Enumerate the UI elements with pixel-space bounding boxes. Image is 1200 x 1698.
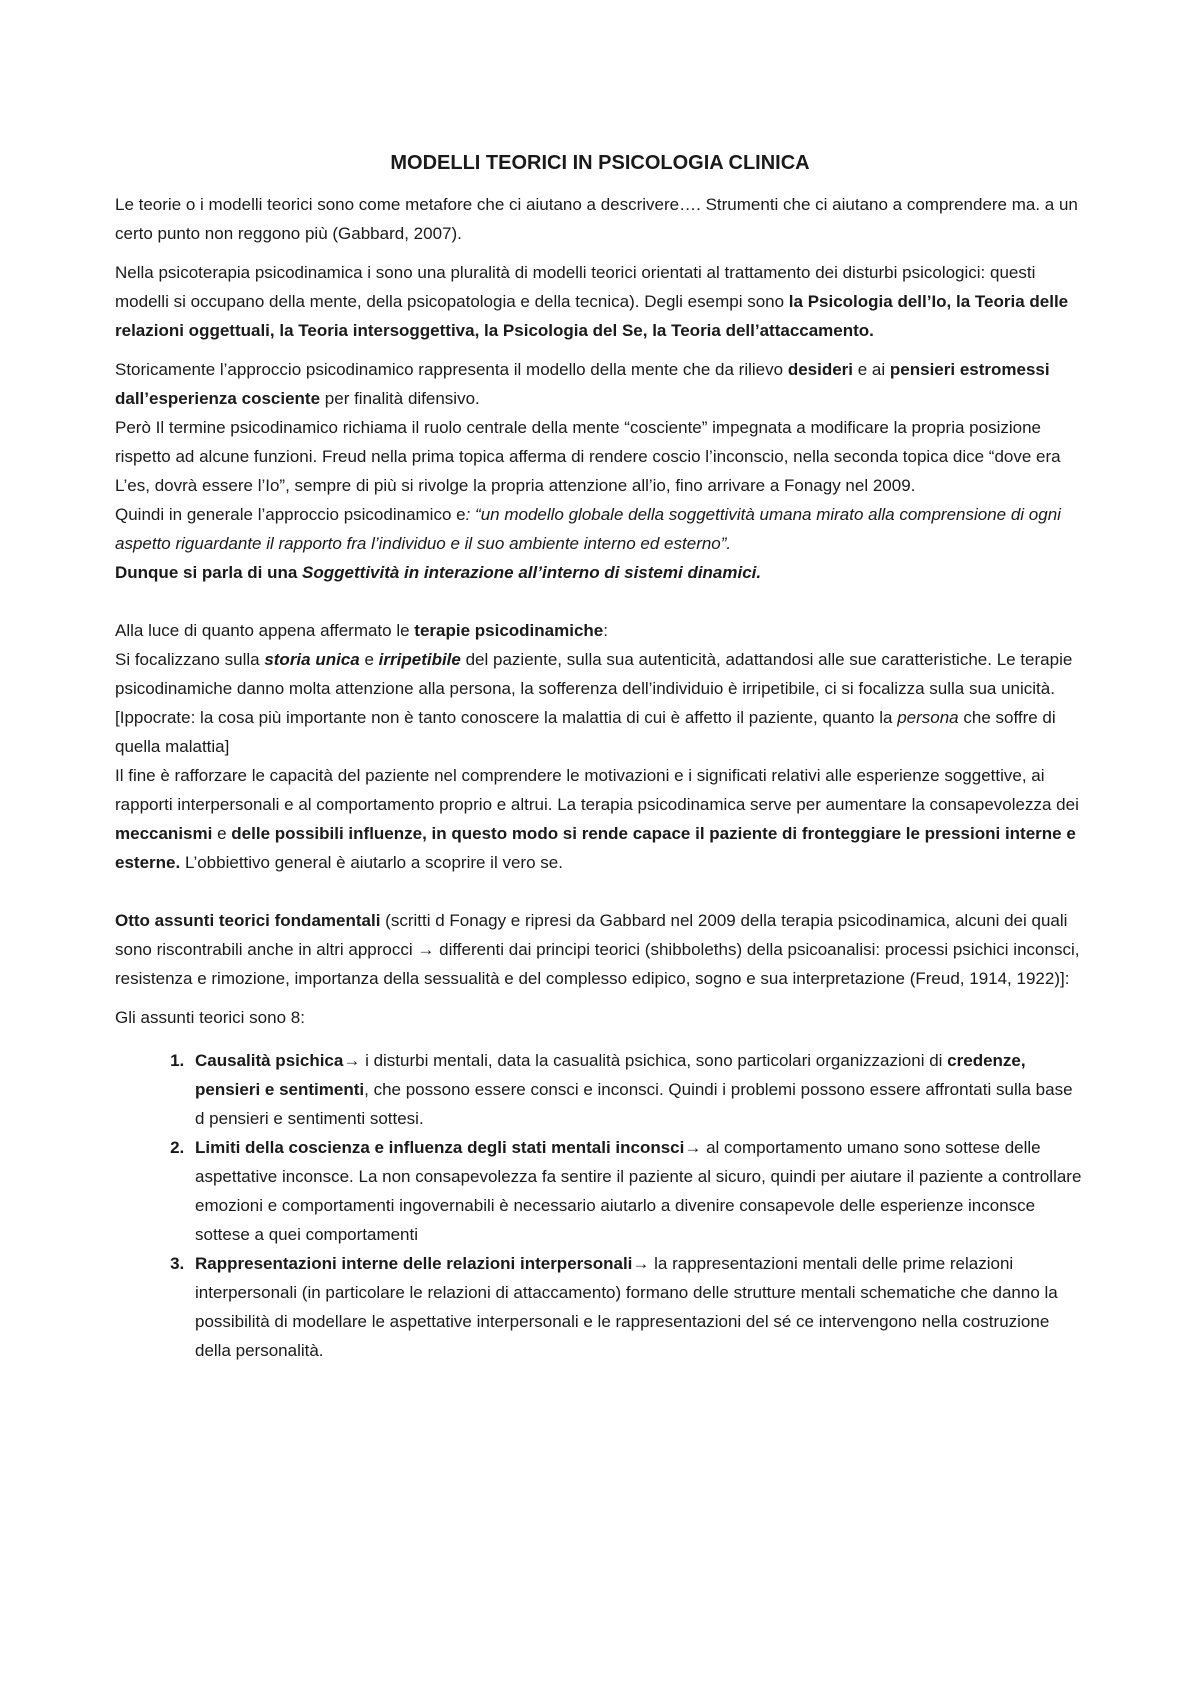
- historic-paragraph-1: [115, 355, 1085, 413]
- psychotherapy-paragraph: [115, 258, 1085, 345]
- therapies-text: Il fine è rafforzare le capacità del paziente nel comprendere le motivazioni e i significati relativi alle esperienze soggettive, ai rapporti interpersonali e al comportamento proprio e altrui. La terapia psicodinamica serve per aumentare la consapevolezza dei: [115, 766, 1079, 814]
- list-item-text: , che possono essere consci e inconsci. Quindi i problemi possono essere affrontati sulla base d pensieri e sentimenti sottesi.: [195, 1080, 1073, 1128]
- psychotherapy-text: Nella psicoterapia psicodinamica i sono una pluralità di modelli teorici orientati al trattamento dei disturbi psicologici: questi modelli si occupano della mente, della psicopatologia e della tecnica). Degli esempi sono: [115, 263, 1036, 311]
- therapies-bold: delle possibili influenze, in questo modo si rende capace il paziente di fronteggiare le pressioni interne e esterne.: [115, 824, 1076, 872]
- therapies-italic: persona: [897, 708, 959, 727]
- historic-paragraph-3: [115, 500, 1085, 558]
- list-item-text: i disturbi mentali, data la casualità psichica, sono particolari organizzazioni di: [365, 1051, 943, 1070]
- therapies-aim: [115, 761, 1085, 877]
- list-item: [189, 1249, 1085, 1365]
- therapies-intro: [115, 616, 1085, 645]
- therapies-text: del paziente, sulla sua autenticità, adattandosi alle sue caratteristiche. Le terapie psicodinamiche danno molta attenzione alla persona, la sofferenza dell’individuio è irripetibile, ci si focalizza sulla sua unicità.: [115, 650, 1073, 698]
- arrow-right-icon: →: [343, 1051, 361, 1070]
- arrow-right-icon: →: [417, 940, 435, 959]
- list-item-heading: Causalità psichica: [195, 1051, 344, 1070]
- assumptions-list: [115, 1046, 1085, 1365]
- historic-quote: : “un modello globale della soggettività umana mirato alla comprensione di ogni aspetto riguardante il rapporto fra l’individuo e il suo ambiente interno ed esterno”.: [115, 505, 1061, 553]
- intro-paragraph: Le teorie o i modelli teorici sono come metafore che ci aiutano a descrivere…. Strumenti che ci aiutano a comprendere ma. a un certo punto non reggono più (Gabbard, 2007).: [115, 195, 1078, 243]
- therapies-text: e: [217, 824, 227, 843]
- therapies-text: L’obbiettivo general è aiutarlo a scoprire il vero se.: [184, 853, 563, 872]
- therapies-text: Si focalizzano sulla: [115, 650, 260, 669]
- list-item-text: la rappresentazioni mentali delle prime relazioni interpersonali (in particolare le relazioni di attaccamento) formano delle strutture mentali schematiche che danno la possibilità di modellare le aspettative interpersonali e le rappresentazioni del sé ce intervengono nella costruzione della personalità.: [195, 1254, 1058, 1360]
- historic-paragraph-2: Però Il termine psicodinamico richiama il ruolo centrale della mente “cosciente” impegnata a modificare la propria posizione rispetto ad alcune funzioni. Freud nella prima topica afferma di rendere coscio l’inconscio, nella seconda topica dice “dove era L’es, dovrà essere l’Io”, sempre di più si rivolge la propria attenzione all’io, fino arrivare a Fonagy nel 2009.: [115, 418, 1061, 495]
- hippocrates-quote: [115, 703, 1085, 761]
- assumptions-bold: Otto assunti teorici fondamentali: [115, 911, 381, 930]
- list-item-text: al comportamento umano sono sottese delle aspettative inconsce. La non consapevolezza fa sentire il paziente al sicuro, quindi per aiutare il paziente a controllare emozioni e comportamenti ingovernabili è necessario aiutarlo a divenire consapevole delle esperienze inconsce sottese a quei comportamenti: [195, 1138, 1082, 1244]
- section-spacer: [115, 877, 1085, 906]
- arrow-right-icon: →: [632, 1254, 650, 1273]
- therapies-text: che soffre di quella malattia]: [115, 708, 1056, 756]
- therapies-text: e: [364, 650, 374, 669]
- document-content: [115, 148, 1085, 1365]
- section-spacer: [115, 587, 1085, 616]
- therapies-text: Alla luce di quanto appena affermato le: [115, 621, 410, 640]
- historic-bold-text: Dunque si parla di una: [115, 563, 298, 582]
- therapies-text: :: [603, 621, 608, 640]
- therapies-bold: meccanismi: [115, 824, 213, 843]
- list-item-bold: credenze, pensieri e sentimenti: [195, 1051, 1026, 1099]
- historic-text: Quindi in generale l’approccio psicodinamico e: [115, 505, 466, 524]
- assumptions-intro: [115, 906, 1085, 993]
- page-title: MODELLI TEORICI IN PSICOLOGIA CLINICA: [390, 152, 810, 174]
- historic-text: per finalità difensivo.: [324, 389, 480, 408]
- historic-paragraph-4: [115, 558, 1085, 587]
- therapies-text: [Ippocrate: la cosa più importante non è tanto conoscere la malattia di cui è affetto il paziente, quanto la: [115, 708, 893, 727]
- arrow-right-icon: →: [684, 1138, 702, 1157]
- historic-bold-desideri: desideri: [787, 360, 854, 379]
- therapies-bold-italic: irripetibile: [378, 650, 461, 669]
- assumptions-list-intro: Gli assunti teorici sono 8:: [115, 1008, 305, 1027]
- therapies-bold-italic: storia unica: [264, 650, 360, 669]
- list-item: [189, 1133, 1085, 1249]
- historic-text: e ai: [857, 360, 886, 379]
- therapies-bold: terapie psicodinamiche: [414, 621, 604, 640]
- psychotherapy-examples: la Psicologia dell’Io, la Teoria delle relazioni oggettuali, la Teoria intersoggettiva, la Psicologia del Se, la Teoria dell’attaccamento.: [115, 292, 1069, 340]
- list-item: [189, 1046, 1085, 1133]
- list-item-heading: Rappresentazioni interne delle relazioni interpersonali: [195, 1254, 633, 1273]
- historic-bold-italic-text: Soggettività in interazione all’interno di sistemi dinamici.: [302, 563, 762, 582]
- assumptions-text: differenti dai principi teorici (shibboleths) della psicoanalisi: processi psichici inconsci, resistenza e rimozione, importanza della sessualità e del complesso edipico, sogno e sua interpretazione (Freud, 1914, 1922)]:: [115, 940, 1080, 988]
- therapies-focus: [115, 645, 1085, 703]
- historic-bold-pensieri: pensieri estromessi dall’esperienza cosciente: [115, 360, 1050, 408]
- historic-text: Storicamente l’approccio psicodinamico rappresenta il modello della mente che da rilievo: [115, 360, 784, 379]
- list-item-heading: Limiti della coscienza e influenza degli stati mentali inconsci: [195, 1138, 685, 1157]
- assumptions-text: (scritti d Fonagy e ripresi da Gabbard nel 2009 della terapia psicodinamica, alcuni dei quali sono riscontrabili anche in altri approcci: [115, 911, 1068, 959]
